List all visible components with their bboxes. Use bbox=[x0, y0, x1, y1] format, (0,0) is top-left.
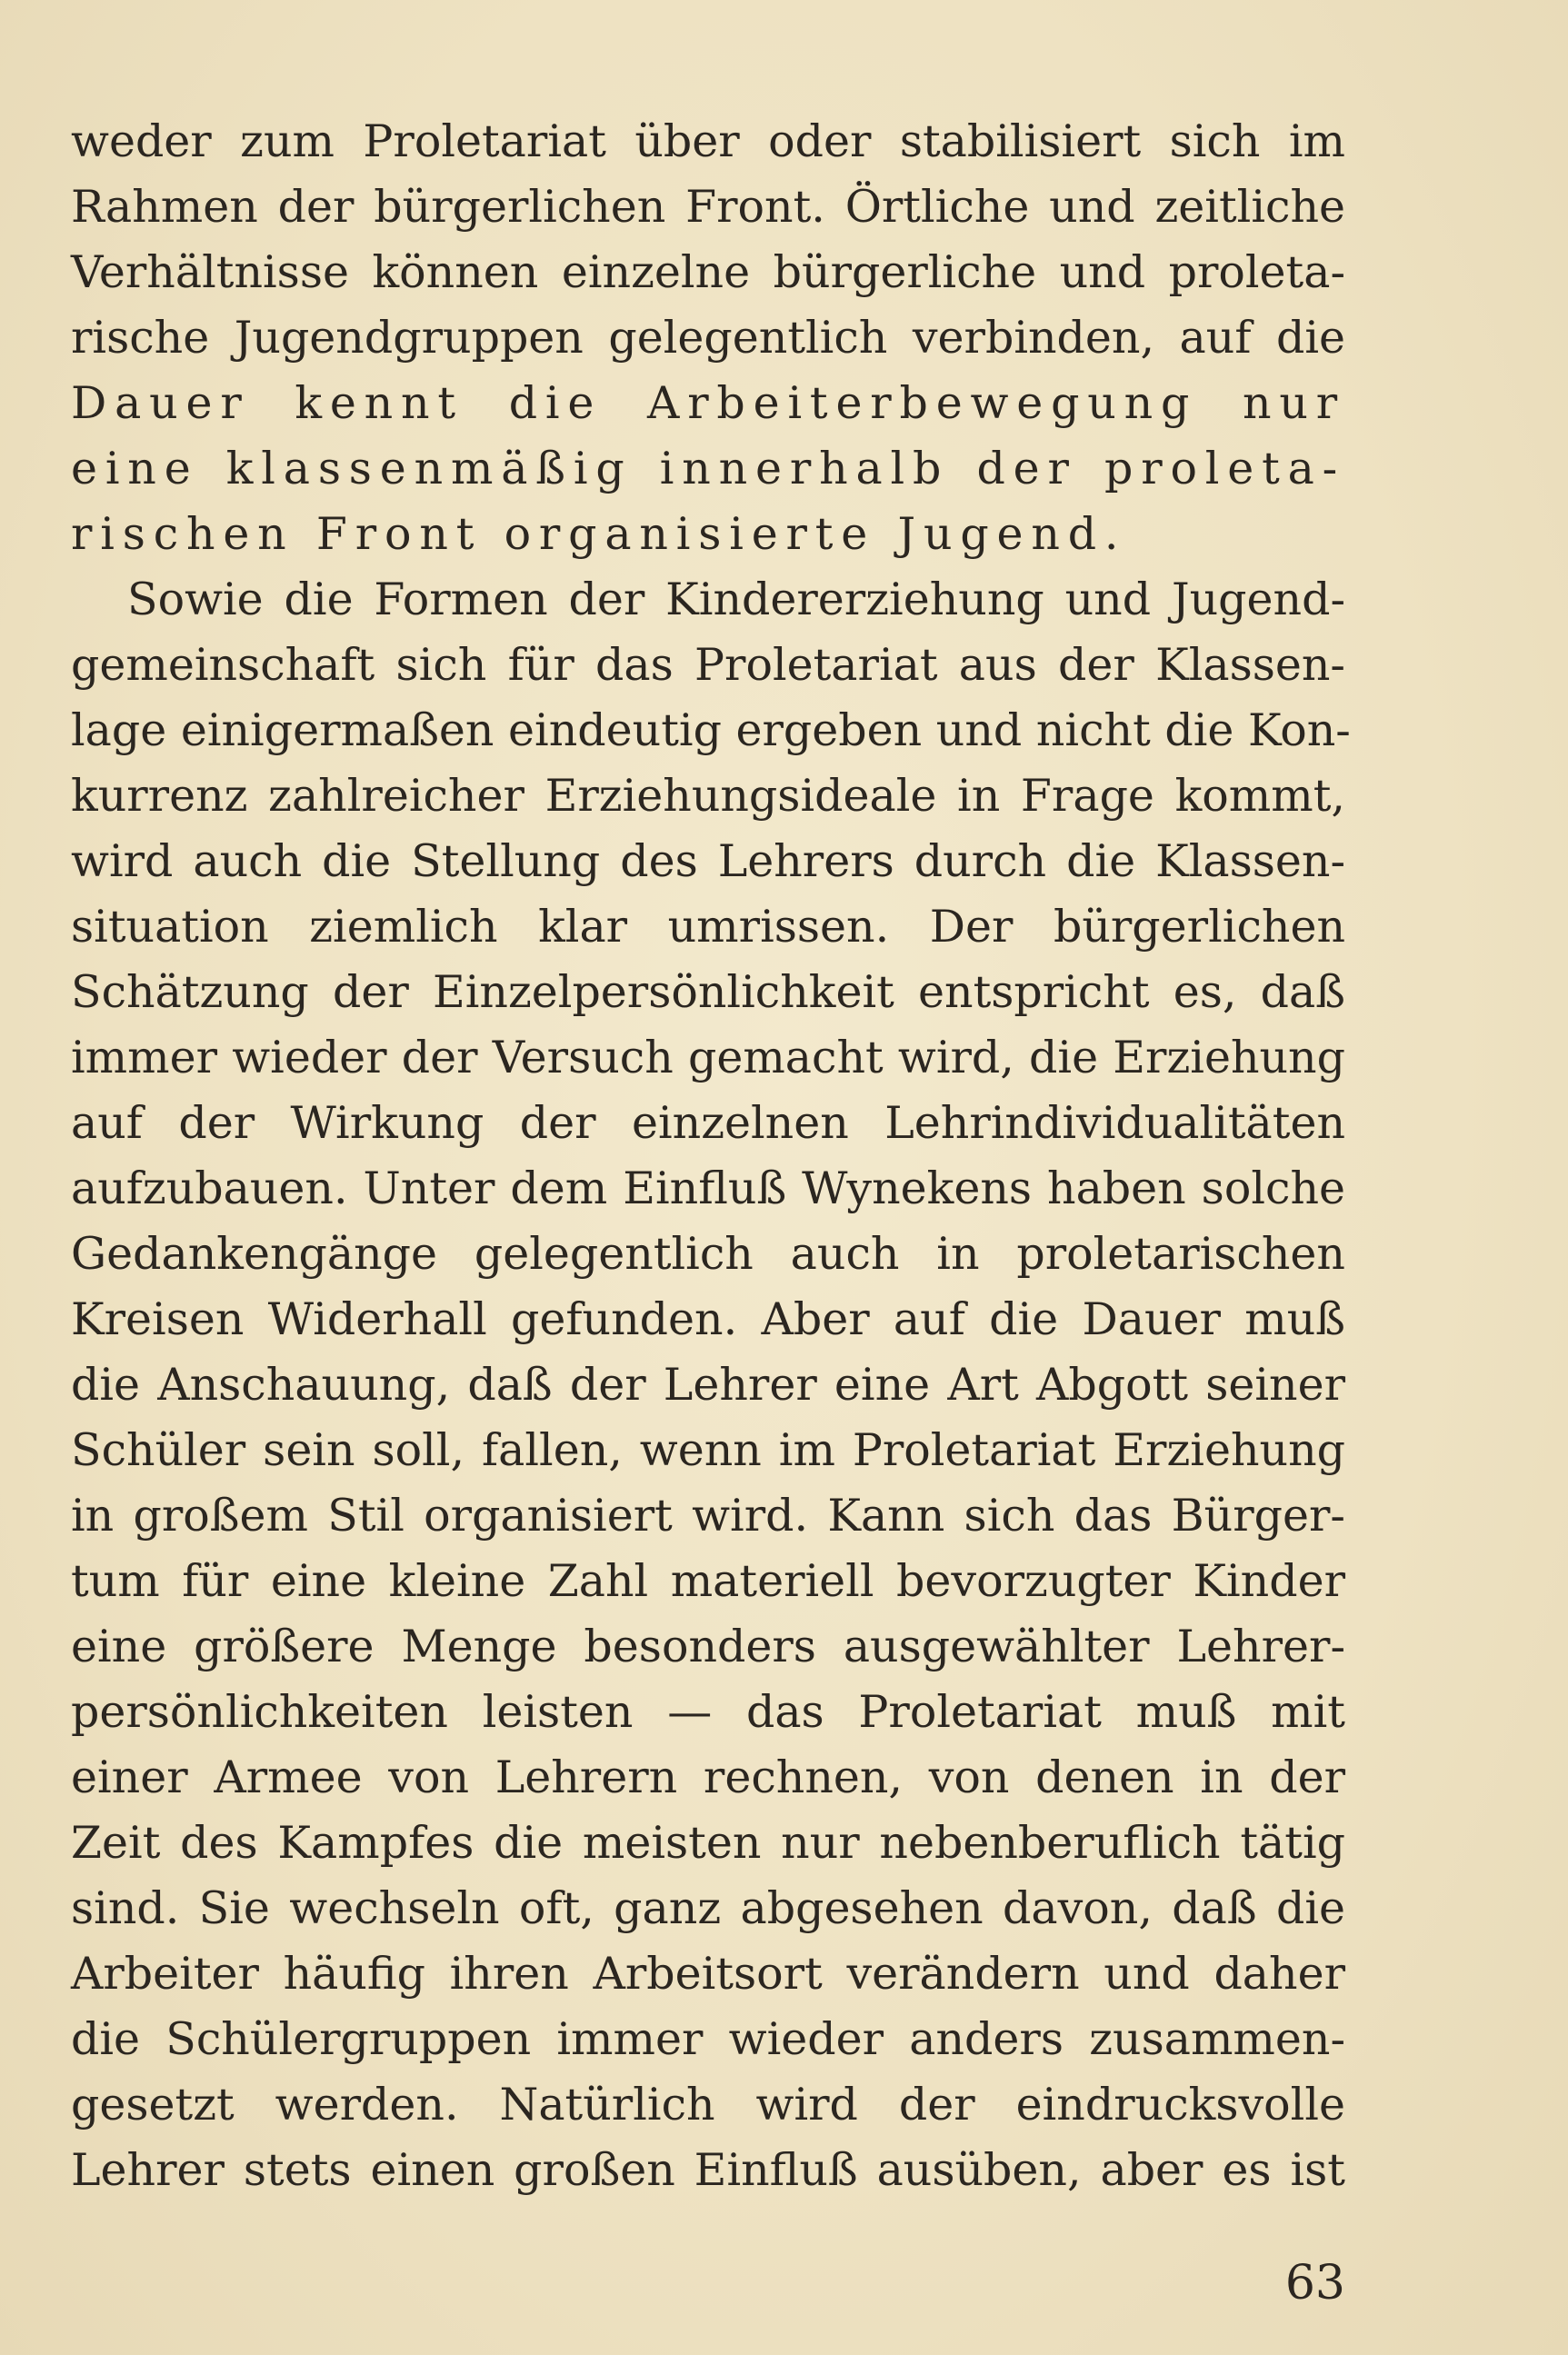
text-line: kurrenz zahlreicher Erziehungsideale in Frage kommt, bbox=[71, 770, 1345, 822]
text-line: Schüler sein soll, fallen, wenn im Proletariat Erziehung bbox=[71, 1424, 1345, 1476]
text-line: situation ziemlich klar umrissen. Der bürgerlichen bbox=[71, 901, 1345, 953]
text-line: Gedankengänge gelegentlich auch in proletarischen bbox=[71, 1228, 1345, 1280]
text-line-spaced: rischen Front organisierte Jugend. bbox=[71, 508, 1127, 560]
text-line-spaced: Dauer kennt die Arbeiterbewegung nur bbox=[71, 377, 1345, 429]
text-line: Verhältnisse können einzelne bürgerliche und proleta- bbox=[71, 246, 1345, 298]
page-number: 63 bbox=[1284, 2256, 1345, 2310]
text-line: auf der Wirkung der einzelnen Lehrindividualitäten bbox=[71, 1097, 1345, 1149]
text-line: in großem Stil organisiert wird. Kann sich das Bürger- bbox=[71, 1490, 1345, 1542]
text-line: lage einigermaßen eindeutig ergeben und nicht die Kon- bbox=[71, 704, 1351, 756]
text-line: sind. Sie wechseln oft, ganz abgesehen davon, daß die bbox=[71, 1882, 1345, 1934]
text-line: einer Armee von Lehrern rechnen, von denen in der bbox=[71, 1751, 1345, 1803]
text-line: Arbeiter häufig ihren Arbeitsort verändern und daher bbox=[71, 1948, 1345, 2000]
text-line: immer wieder der Versuch gemacht wird, die Erziehung bbox=[71, 1032, 1345, 1083]
text-line: die Schülergruppen immer wieder anders zusammen- bbox=[71, 2013, 1345, 2065]
text-line: aufzubauen. Unter dem Einfluß Wynekens haben solche bbox=[71, 1163, 1345, 1214]
text-line: gesetzt werden. Natürlich wird der eindrucksvolle bbox=[71, 2079, 1345, 2130]
text-line-spaced: eine klassenmäßig innerhalb der proleta- bbox=[71, 443, 1345, 494]
text-line: Rahmen der bürgerlichen Front. Örtliche und zeitliche bbox=[71, 181, 1345, 233]
text-line: die Anschauung, daß der Lehrer eine Art Abgott seiner bbox=[71, 1359, 1345, 1411]
text-line: Schätzung der Einzelpersönlichkeit entspricht es, daß bbox=[71, 966, 1345, 1018]
text-line: tum für eine kleine Zahl materiell bevorzugter Kinder bbox=[71, 1555, 1345, 1607]
text-line: persönlichkeiten leisten — das Proletariat muß mit bbox=[71, 1686, 1345, 1738]
text-line: weder zum Proletariat über oder stabilisiert sich im bbox=[71, 115, 1345, 167]
text-line: Zeit des Kampfes die meisten nur nebenberuflich tätig bbox=[71, 1817, 1345, 1869]
paragraph-first-line: Sowie die Formen der Kindererziehung und Jugend- bbox=[127, 574, 1345, 625]
text-line: wird auch die Stellung des Lehrers durch die Klassen- bbox=[71, 835, 1345, 887]
text-line: Kreisen Widerhall gefunden. Aber auf die Dauer muß bbox=[71, 1293, 1345, 1345]
text-line: eine größere Menge besonders ausgewählter Lehrer- bbox=[71, 1621, 1345, 1672]
text-line: Lehrer stets einen großen Einfluß ausüben, aber es ist bbox=[71, 2144, 1345, 2196]
text-line: rische Jugendgruppen gelegentlich verbinden, auf die bbox=[71, 312, 1345, 364]
text-line: gemeinschaft sich für das Proletariat aus der Klassen- bbox=[71, 639, 1345, 691]
